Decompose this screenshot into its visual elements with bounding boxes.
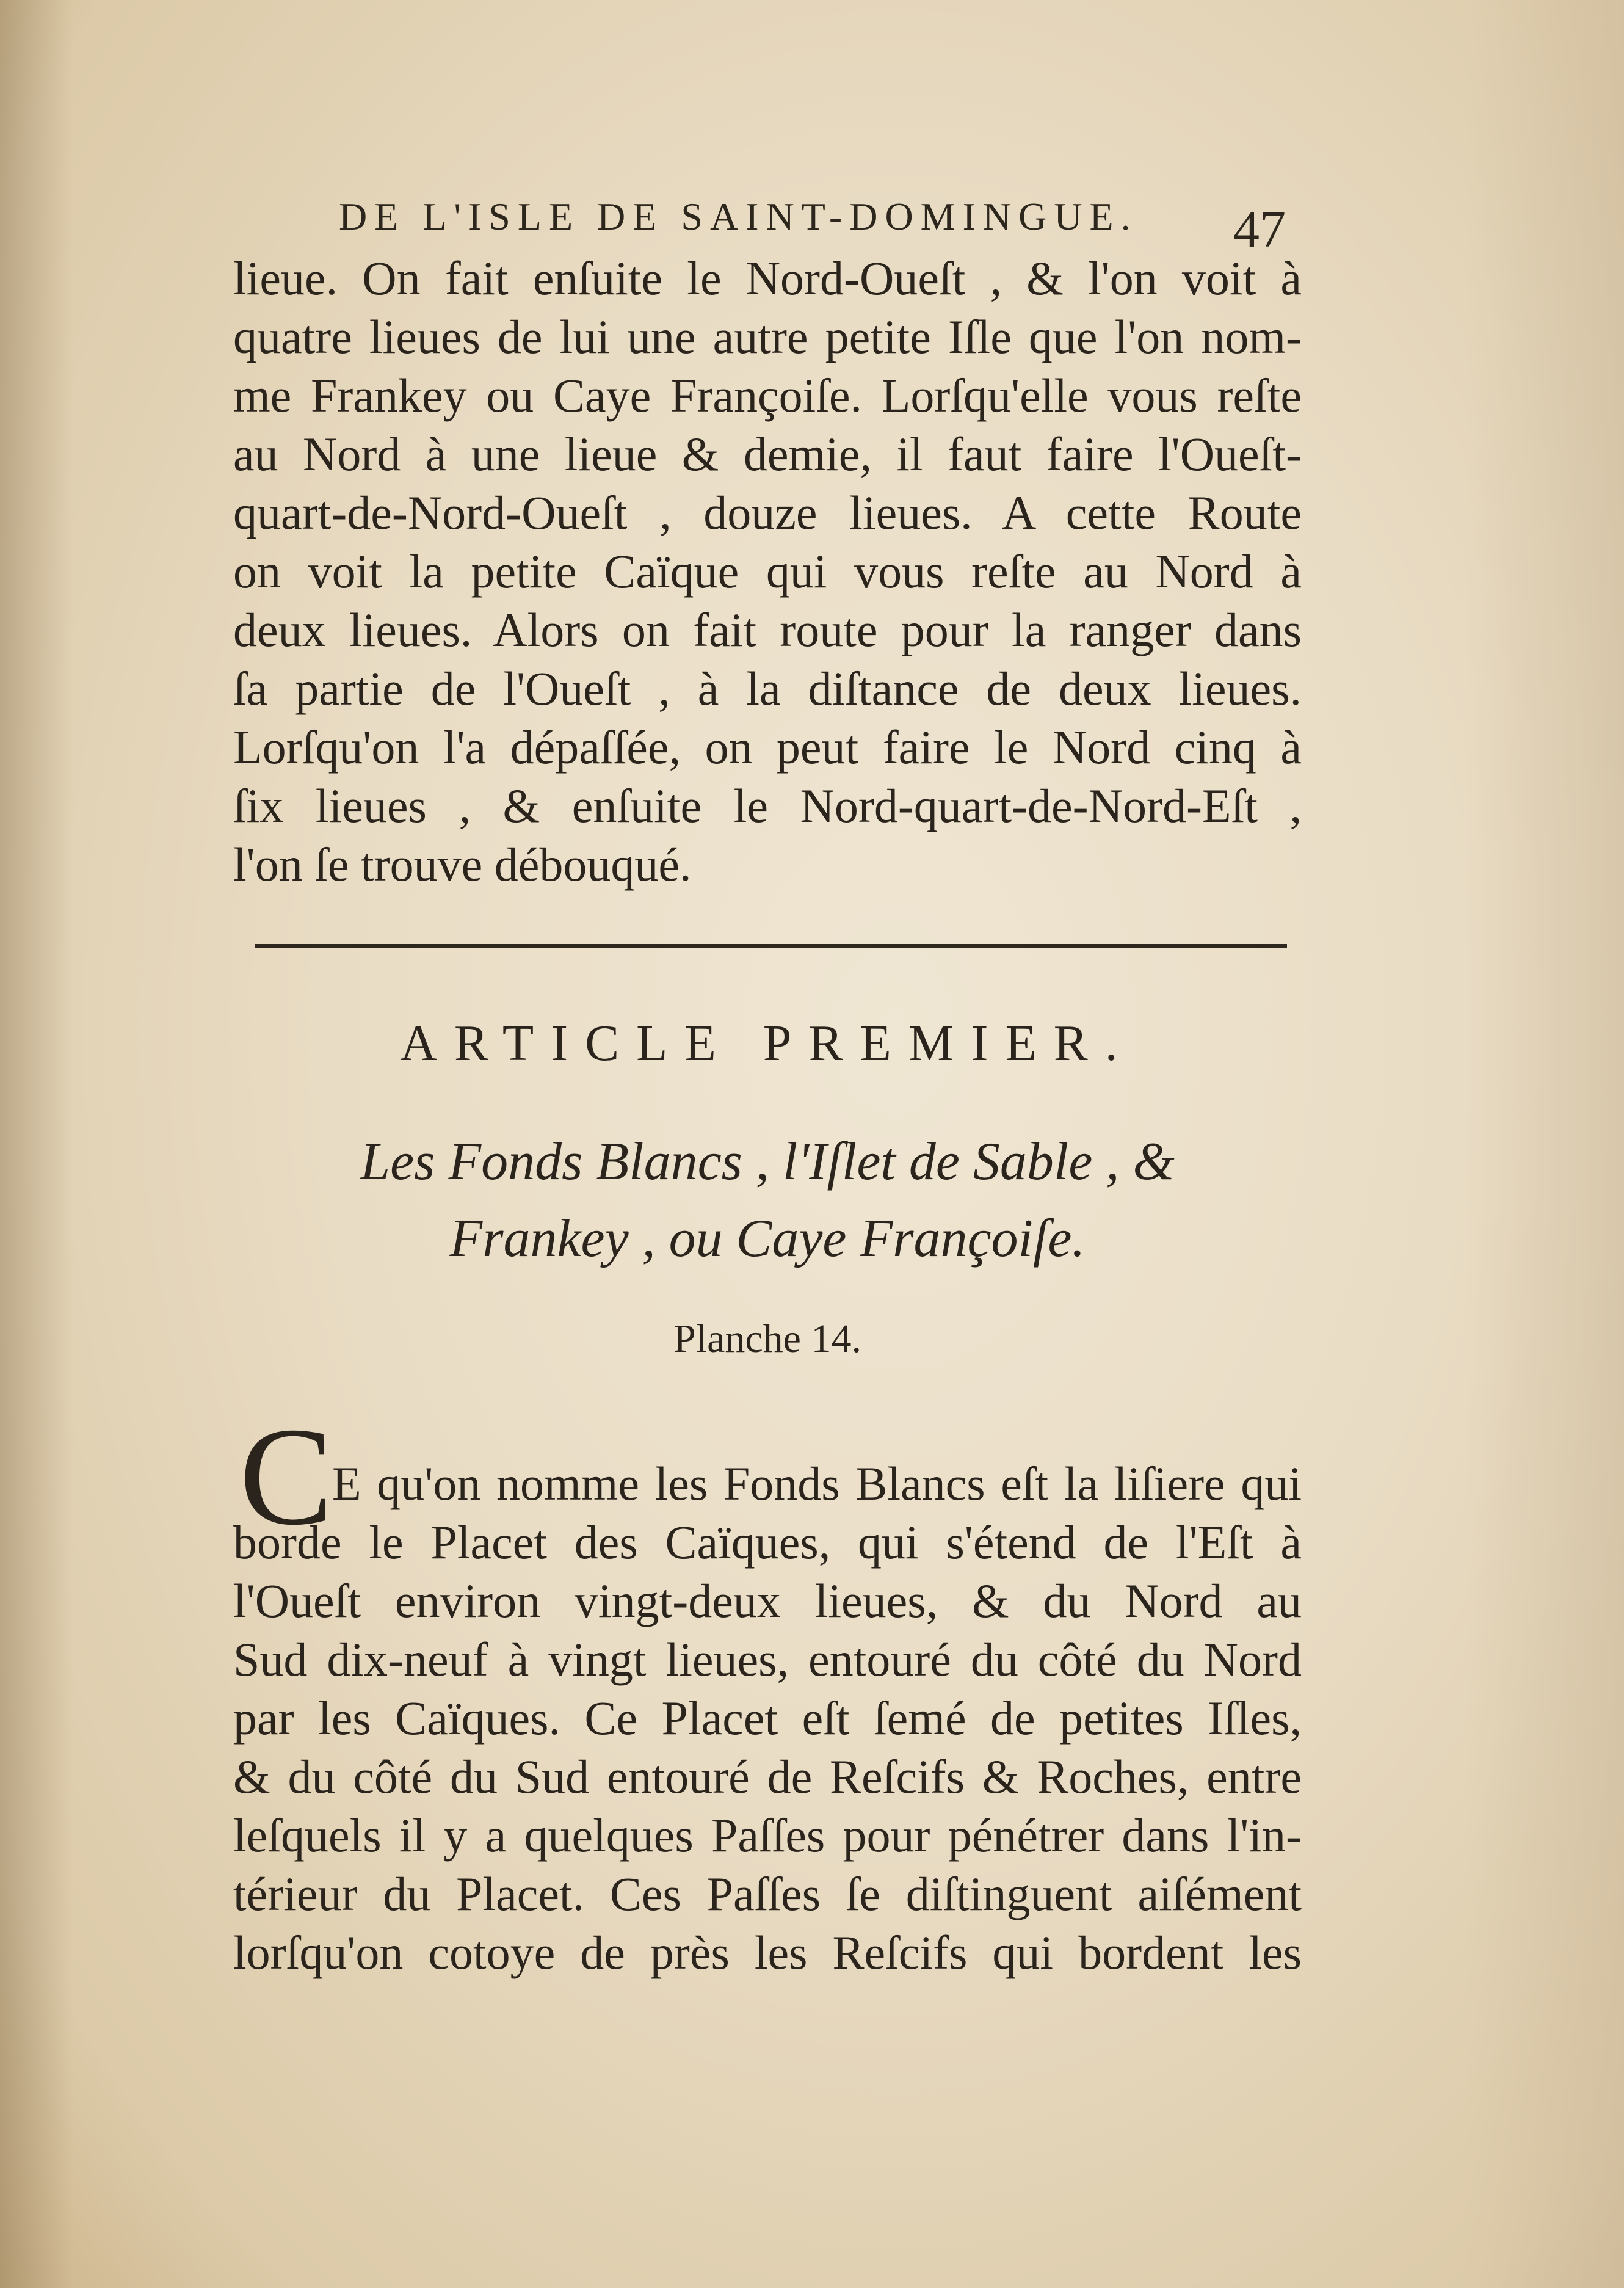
text-line: ſix lieues , & enſuite le Nord-quart-de-Nord-Eſt , <box>233 779 1302 832</box>
text-line: l'Oueſt environ vingt-deux lieues, & du Nord au <box>233 1574 1302 1627</box>
article-heading: ARTICLE PREMIER. <box>400 1015 1135 1072</box>
body-paragraph <box>233 1455 1302 1982</box>
text-line: l'on ſe trouve débouqué. <box>233 838 692 891</box>
text-line: leſquels il y a quelques Paſſes pour pénétrer dans l'in- <box>233 1809 1302 1862</box>
text-line: térieur du Placet. Ces Paſſes ſe diſtinguent aiſément <box>233 1867 1302 1920</box>
article-title-line: Frankey , ou Caye Françoiſe. <box>449 1209 1086 1268</box>
text-line: borde le Placet des Caïques, qui s'étend de l'Eſt à <box>233 1516 1302 1569</box>
text-line: Lorſqu'on l'a dépaſſée, on peut faire le Nord cinq à <box>233 721 1302 774</box>
article-title-line: Les Fonds Blancs , l'Iſlet de Sable , & <box>360 1132 1175 1191</box>
text-line: me Frankey ou Caye Françoiſe. Lorſqu'elle vous reſte <box>233 369 1302 422</box>
text-line: on voit la petite Caïque qui vous reſte au Nord à <box>233 545 1302 598</box>
drop-cap: C <box>239 1398 333 1554</box>
text-line: deux lieues. Alors on fait route pour la ranger dans <box>233 603 1302 656</box>
page-edge-shade <box>1465 0 1624 2288</box>
text-line: E qu'on nomme les Fonds Blancs eſt la liſiere qui <box>332 1457 1302 1510</box>
text-line: ſa partie de l'Oueſt , à la diſtance de deux lieues. <box>233 662 1302 715</box>
text-line: Sud dix-neuf à vingt lieues, entouré du côté du Nord <box>233 1633 1302 1686</box>
text-line: quart-de-Nord-Oueſt , douze lieues. A cette Route <box>233 486 1302 539</box>
text-line: & du côté du Sud entouré de Reſcifs & Roches, entre <box>233 1750 1302 1803</box>
page-gutter-shadow <box>0 0 73 2288</box>
text-line: lorſqu'on cotoye de près les Reſcifs qui bordent les <box>233 1926 1302 1979</box>
text-line: quatre lieues de lui une autre petite Iſle que l'on nom- <box>233 310 1302 363</box>
text-line: par les Caïques. Ce Placet eſt ſemé de petites Iſles, <box>233 1691 1302 1745</box>
text-line: au Nord à une lieue & demie, il faut faire l'Oueſt- <box>233 427 1302 481</box>
text-line: lieue. On fait enſuite le Nord-Oueſt , & l'on voit à <box>233 252 1302 305</box>
article-title <box>233 1124 1302 1277</box>
top-paragraph <box>233 249 1302 894</box>
section-divider <box>255 944 1287 948</box>
plate-reference: Planche 14. <box>673 1317 861 1361</box>
running-head: DE L'ISLE DE SAINT-DOMINGUE. <box>339 195 1138 238</box>
page-number: 47 <box>1233 200 1286 258</box>
